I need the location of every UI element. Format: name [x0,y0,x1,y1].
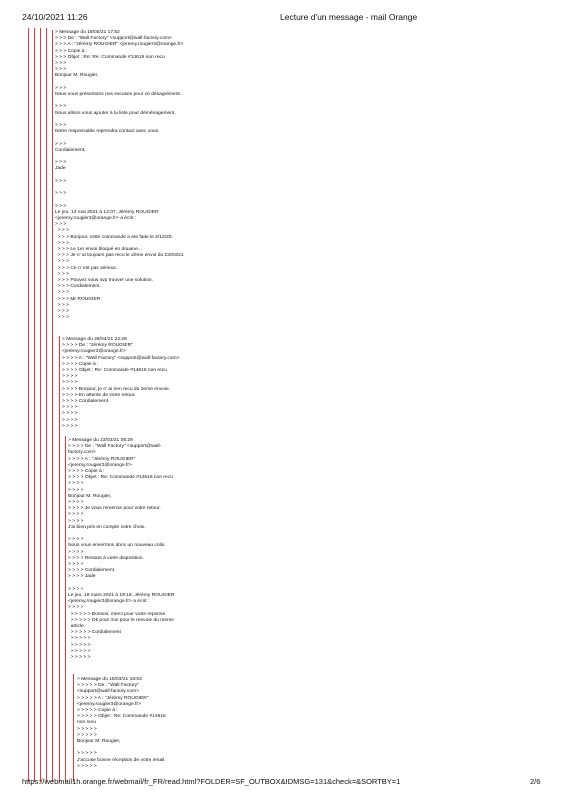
message-line: > > > [55,85,67,91]
print-datetime: 24/10/2021 11:26 [22,12,88,22]
message-line: > > > > > Bonsoir, merci pour votre reponse. [68,611,167,617]
message-line: > > > [55,104,67,110]
quote-line [73,674,74,782]
message-line: > > > [55,315,70,321]
message-line: > > > > [62,411,78,417]
message-line: Nous allons vous ajouter à la liste pour déménagement. [55,110,176,116]
message-line: > > > [55,61,67,67]
message-line: > > > > [68,586,84,592]
message-line: > > > Pouvez vous svp trouver une solution. [55,278,154,283]
message-line: > > > A : "Jérémy ROUGIER" <jeremy.rougier3@orange.fr> [55,42,184,48]
message-line: > > > > [68,537,84,543]
message-line: > > > > > Objet : Re: Commande #14616 [77,714,166,720]
message-line: > > > > Je vous remercie pour votre retour. [68,506,161,512]
message-line: > > > > [68,481,84,487]
message-line: > > > Cordialement. [55,284,101,290]
message-line: > > > [55,228,70,234]
message-line: > > > > Restant à votre disposition. [68,555,144,561]
quoted-message-15-03 [77,677,166,770]
message-line: > Message du 15/03/21 18:53 [77,677,142,682]
message-line: Bonjour M. Rougier, [68,493,112,499]
message-line: > > > Mr ROUGIER [55,296,101,302]
message-line: Le jeu. 13 mai 2021 à 12:07, Jérémy ROUGIER [55,209,159,215]
message-line: <jeremy.rougier3@orange.fr> a écrit : [68,599,150,605]
message-line: > > > > > Cordialement [68,630,121,636]
message-line: Bonjour M. Rougier, [77,739,121,745]
message-line: > > > [55,240,70,246]
message-line: > Message du 23/03/21 08:29 [68,438,133,443]
message-line: > > > > Objet : Re: Commande #14616 non recu [62,368,167,374]
message-line: > > > > > [68,636,91,642]
message-line: > > > > [68,512,84,518]
message-line: > > > > > De : "Wall Factory" [77,683,139,689]
message-line: Le jeu. 18 mars 2021 à 19:18, Jérémy ROUGIER [68,593,175,599]
message-line: > > > > [62,417,78,423]
message-line: Nous vous enverrons donc un nouveau colis. [68,543,166,549]
message-line: > > > [55,160,67,166]
message-line: <jeremy.rougier3@orange.fr> [77,701,141,707]
message-line: > > > [55,67,67,73]
message-line: > > > [55,271,70,277]
message-line: article. [68,624,86,630]
quoted-message-23-03 [68,438,175,661]
message-line: > > > > > [77,751,97,757]
quote-line [34,28,35,782]
message-line: Cordialement, [55,147,86,153]
message-line: > > > Bonjour, cette commande a ete faite le 2/12/20. [55,234,173,240]
message-line: > > > > Objet : Re: Commande #14616 non recu [68,475,173,481]
message-line: > > > > > [77,732,97,738]
message-line: > > > > > [68,648,91,654]
message-line: > > > [55,259,70,265]
message-line: > > > Copie à : [55,48,88,54]
message-line: > > > > De : "Jérémy ROUGIER" [62,343,133,349]
print-header [0,12,565,26]
quote-line [40,28,41,782]
message-line: > > > > En attente de votre retour. [62,392,136,398]
message-line: > > > [55,191,67,197]
message-line: > > > > A : "Wall Factory" <support@wall-factory.com> [62,355,180,361]
message-line: > > > [55,290,70,296]
message-line: > Message du 18/05/21 17:52 [55,30,120,35]
message-line: > > > > Copie à : [62,361,99,367]
message-line: > > > > [68,487,84,493]
message-line: > > > > [62,423,78,429]
message-line: J'accuse bonne réception de votre email. [77,757,166,763]
message-line: > > > > > A : "Jérémy ROUGIER" [77,695,149,701]
quote-line [59,336,60,782]
message-line: > > > [55,302,70,308]
message-line: > > > > [62,380,78,386]
message-line: <jeremy.rougier3@orange.fr> a écrit : [55,215,137,221]
print-footer [0,777,565,789]
message-line: > > > > > [77,726,97,732]
message-line: > > > > > Copie à : [77,708,118,714]
quote-line [52,30,53,782]
message-line: > > > > > [77,763,97,769]
page-number: 2/6 [530,777,541,786]
message-line: > > > > [68,605,84,611]
message-line: J'ai bien pris en compte votre choix. [68,524,146,530]
quoted-message-26-04 [62,337,179,430]
message-line: factory.com> [68,450,96,456]
message-line: Notre responsable reprendra contact avec vous. [55,129,160,135]
quote-line [28,28,29,782]
message-line: > > > > Cordialement, [68,568,116,574]
message-line: <support@wall-factory.com> [77,689,139,695]
quote-line [46,28,47,782]
message-line: > > > > > Ok pour moi pour le renvoie du meme [68,617,174,623]
message-line: > > > > [62,405,78,411]
message-line: Bonjour M. Rougier, [55,73,99,79]
message-line: > > > > Cordialement. [62,399,110,405]
message-line: > Message du 26/04/21 22:25 [62,337,127,342]
message-line: > > > Je n' ai toujours pas recu le 2ème envoi du 23/03/21 [55,253,184,259]
message-line: <jeremy.rougier3@orange.fr> [62,349,126,355]
message-line: Nous vous présentons nos excuses pour ce désagrément. [55,92,182,98]
message-line: > > > > [68,562,84,568]
message-line: > > > > Jade [68,574,96,580]
message-line: > > > > [68,549,84,555]
message-line: > > > > [68,500,84,506]
message-line: > > > > Copie à : [68,469,105,475]
message-line: Jade [55,166,66,172]
message-line: > > > [55,123,67,128]
message-line: > > > Objet : Re: Re: Commande #14616 non recu [55,54,165,60]
message-line: > > > [55,309,70,315]
message-line: > > > > Bonjour, je n' ai rien recu du 2eme envoie. [62,386,171,392]
message-line: > > > > > [68,655,91,661]
message-line: > > > De : "Wall Factory" <support@wall-factory.com> [55,36,172,42]
page-url: https://webmail1h.orange.fr/webmail/fr_FR/read.html?FOLDER=SF_OUTBOX&IDMSG=131&check=&SORTBY=1 [22,777,401,786]
message-line: > > > Ce n' est pas sérieux. [55,265,118,271]
message-line: > > > > A : "Jérémy ROUGIER" [68,456,136,462]
quote-line [65,436,66,782]
message-line: > > > > [68,518,84,524]
page-title: Lecture d'un message - mail Orange [280,12,418,22]
message-line: non recu [77,720,97,726]
message-line: <jeremy.rougier3@orange.fr> [68,462,132,468]
message-line: > > > > [62,374,78,380]
message-line: > > > Le 1er envoi bloqué en douane... [55,246,142,252]
message-line: > > > > De : "Wall Factory" <support@wall- [68,444,162,450]
message-line: > > > [55,203,67,209]
message-line: > > > [55,141,67,147]
message-line: > > > > > [68,642,91,648]
message-line: > > > [55,178,67,184]
quoted-message-18-05 [55,30,184,321]
message-line: > > > [55,222,67,228]
